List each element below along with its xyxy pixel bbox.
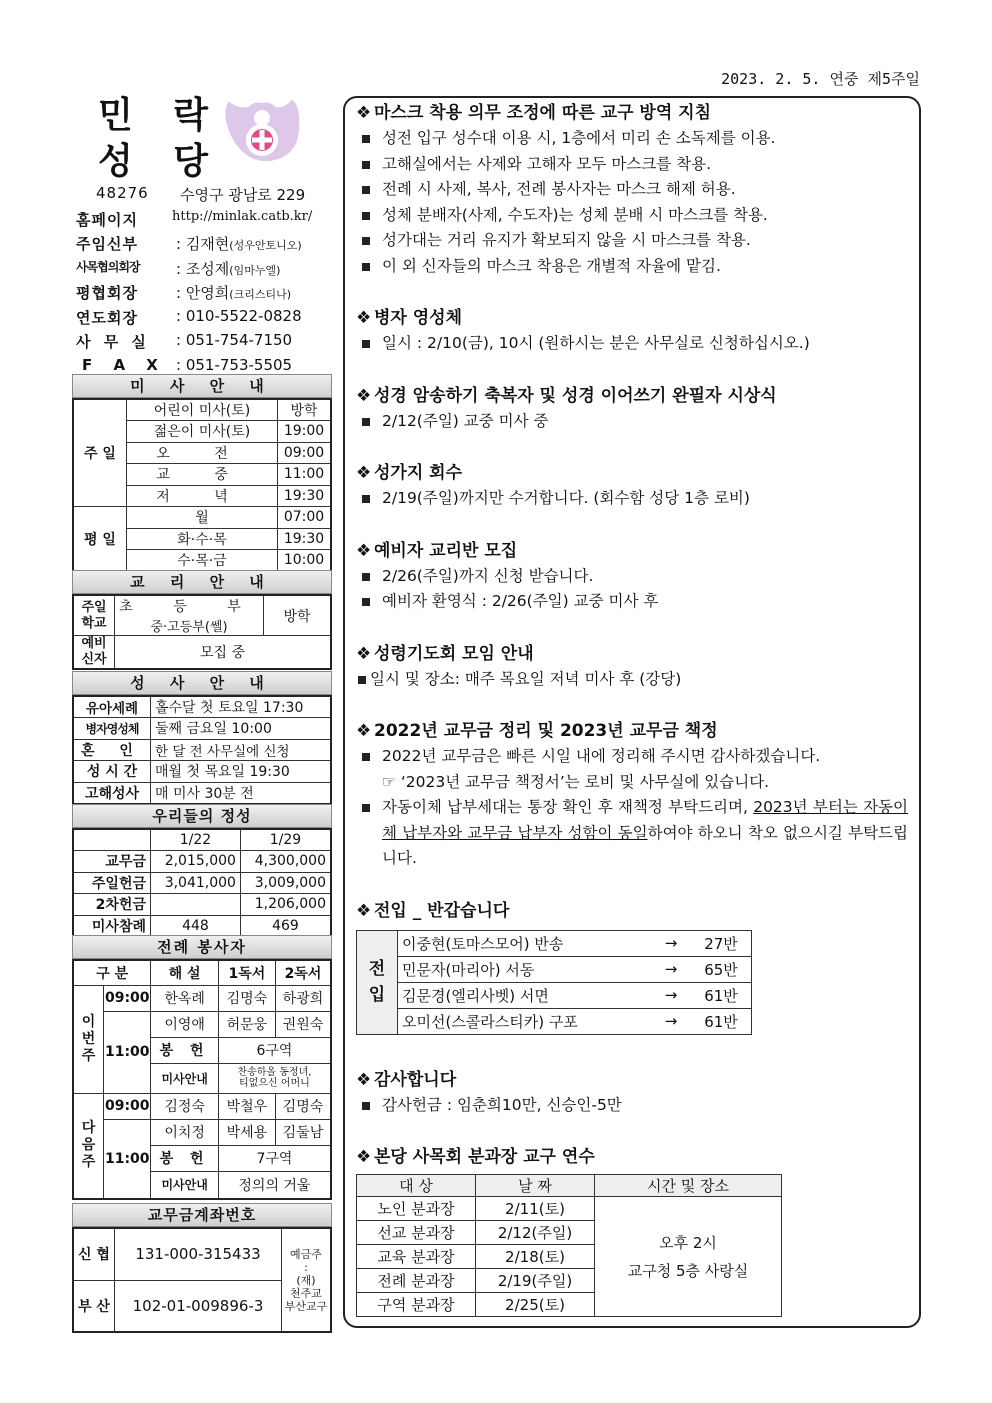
account-box	[72, 1203, 332, 1333]
training-table: 대 상 날 짜 시간 및 장소 노인 분과장 2/11(토) 오후 2시 교구청 5층 사랑실 선교 분과장 2/12(주일) 교육 분과장 2/18(토) 전례 분과장 2/19(주일) 구역 분과장 2/25(토)	[356, 1174, 782, 1317]
list-item: 고해실에서는 사제와 고해자 모두 마스크를 착용.	[356, 152, 908, 178]
list-item: 일시 및 장소: 매주 목요일 저녁 미사 후 (강당)	[356, 667, 908, 693]
list-item: 자동이체 납부세대는 통장 확인 후 재책정 부탁드리며, 2023년 부터는 자동이체 납부자와 교무금 납부자 성함이 동일하여야 하오니 착오 없으시길 부탁드립니다.	[356, 795, 908, 872]
info-row-homepage: 홈페이지 http://minlak.catb.kr/	[76, 208, 313, 229]
offering-box	[72, 804, 332, 938]
doctrine-box	[72, 570, 332, 670]
mass-info-box	[72, 374, 332, 572]
liturgy-title: 전례 봉사자	[72, 935, 332, 959]
offering-table: 1/22 1/29 교무금 2,015,000 4,300,000 주일헌금 3,041,000 3,009,000 2차헌금 1,206,000 미사참례 448 469	[72, 828, 332, 938]
list-item: 2/19(주일)까지만 수거합니다. (회수함 성당 1층 로비)	[356, 486, 908, 512]
list-item: 이 외 신자들의 마스크 착용은 개별적 자율에 맡김.	[356, 254, 908, 280]
info-row-pastor: 주임신부 : 김재현(성우안토니오)	[76, 235, 302, 253]
move-in-table: 전 입 이중현(토마스모어) 반송 → 27반 민문자(마리아) 서동 → 65반 김문경(엘리사벳) 서면 → 61반 오미선(스콜라스티카) 구포 → 61반	[356, 930, 752, 1035]
list-item: 2/26(주일)까지 신청 받습니다.	[356, 564, 908, 590]
church-info	[76, 184, 336, 380]
list-item: 일시 : 2/10(금), 10시 (원하시는 분은 사무실로 신청하십시오.)	[356, 331, 908, 357]
church-name	[98, 92, 222, 184]
list-item: 예비자 환영식 : 2/26(주일) 교중 미사 후	[356, 589, 908, 615]
list-item: 감사헌금 : 임춘희10만, 신승인-5만	[356, 1093, 908, 1119]
list-item: 2/12(주일) 교중 미사 중	[356, 409, 908, 435]
list-item: 2022년 교무금은 빠른 시일 내에 정리해 주시면 감사하겠습니다.	[356, 744, 908, 770]
liturgy-table: 구 분 해 설 1독서 2독서 이 번 주 09:00 한옥례 김명숙 하광희 11:00 이영애 허문웅 권원숙 봉 헌 6구역 미사안내 찬송하올 동정녀, 티없으신 어머니 다 음 주 09:00 김정숙 박철우 김명숙 11:00 이치정 박세용 김둘남 봉 헌 7구역 미사안내 정의의 거울	[72, 959, 332, 1200]
section-title-training: ❖ 본당 사목회 분과장 교구 연수	[356, 1147, 595, 1167]
bulletin-date: 2023. 2. 5. 연중 제5주일	[721, 70, 920, 88]
section-title-sick: ❖ 병자 영성체	[356, 308, 463, 328]
info-row-office: 사 무 실 : 051-754-7150	[76, 331, 293, 351]
doctrine-title: 교 리 안 내	[72, 570, 332, 594]
sacrament-table: 유아세례 홀수달 첫 토요일 17:30 병자영성체 둘째 금요일 10:00 혼 인 한 달 전 사무실에 신청 성 시 간 매월 첫 목요일 19:30 고해성사 매 미사 30분 전	[72, 695, 332, 805]
section-title-mask: ❖ 마스크 착용 의무 조정에 따른 교구 방역 지침	[356, 103, 712, 123]
homepage-link[interactable]: http://minlak.catb.kr/	[172, 208, 313, 224]
section-title-catechumen: ❖ 예비자 교리반 모집	[356, 540, 518, 561]
list-item: 전례 시 사제, 복사, 전례 봉사자는 마스크 해제 허용.	[356, 177, 908, 203]
list-item-note: ☞ ‘2023년 교무금 책정서’는 로비 및 사무실에 있습니다.	[382, 772, 770, 791]
sunday-label: 주 일	[73, 399, 127, 507]
announcements-content	[356, 100, 908, 1317]
section-title-spirit: ❖ 성령기도회 모임 안내	[356, 643, 534, 664]
offering-title: 우리들의 정성	[72, 804, 332, 828]
church-name-line2: 성 당	[98, 140, 223, 182]
info-row-fax: F A X : 051-753-5505	[82, 355, 293, 374]
section-title-thanks: ❖ 감사합니다	[356, 1069, 457, 1090]
section-title-bible: ❖ 성경 암송하기 축복자 및 성경 이어쓰기 완필자 시상식	[356, 385, 777, 406]
mass-table: 주 일 어린이 미사(토) 방학 젊은이 미사(토) 19:00 오 전 09:00 교 중 11:00 저 녁 19:30 평 일 월 07:00 화·수·목 19:30 수·목·금 10:00	[72, 398, 332, 572]
sacrament-box	[72, 671, 332, 805]
liturgy-box	[72, 935, 332, 1200]
account-title: 교무금계좌번호	[72, 1203, 332, 1227]
info-row-council: 사목협의회장 : 조성제(임마누엘)	[76, 259, 281, 278]
sacrament-title: 성 사 안 내	[72, 671, 332, 695]
info-row-president: 평협회장 : 안영희(크리스티나)	[76, 284, 292, 302]
mass-info-title: 미 사 안 내	[72, 374, 332, 398]
account-table: 신 협 131-000-315433 예금주 : (재) 천주교 부산교구 부 산 102-01-009896-3	[72, 1227, 332, 1333]
weekday-label: 평 일	[73, 507, 127, 572]
list-item: 성가대는 거리 유지가 확보되지 않을 시 마스크를 착용.	[356, 228, 908, 254]
list-item: 성체 분배자(사제, 수도자)는 성체 분배 시 마스크를 착용.	[356, 203, 908, 229]
info-row-address: 48276 수영구 광남로 229	[96, 184, 306, 204]
doctrine-table: 주일 학교 초 등 부 방학 중·고등부(쎌) 예비 신자 모집 중	[72, 594, 332, 670]
info-row-funeral: 연도회장 : 010-5522-0828	[76, 306, 302, 327]
church-name-line1: 민 락	[98, 94, 223, 136]
section-title-dues: ❖ 2022년 교무금 정리 및 2023년 교무금 책정	[356, 721, 718, 741]
section-title-palm: ❖ 성가지 회수	[356, 463, 463, 483]
section-title-move: ❖ 전입 _ 반갑습니다	[356, 900, 510, 921]
list-item: 성전 입구 성수대 이용 시, 1층에서 미리 손 소독제를 이용.	[356, 126, 908, 152]
church-logo-icon	[218, 94, 306, 166]
